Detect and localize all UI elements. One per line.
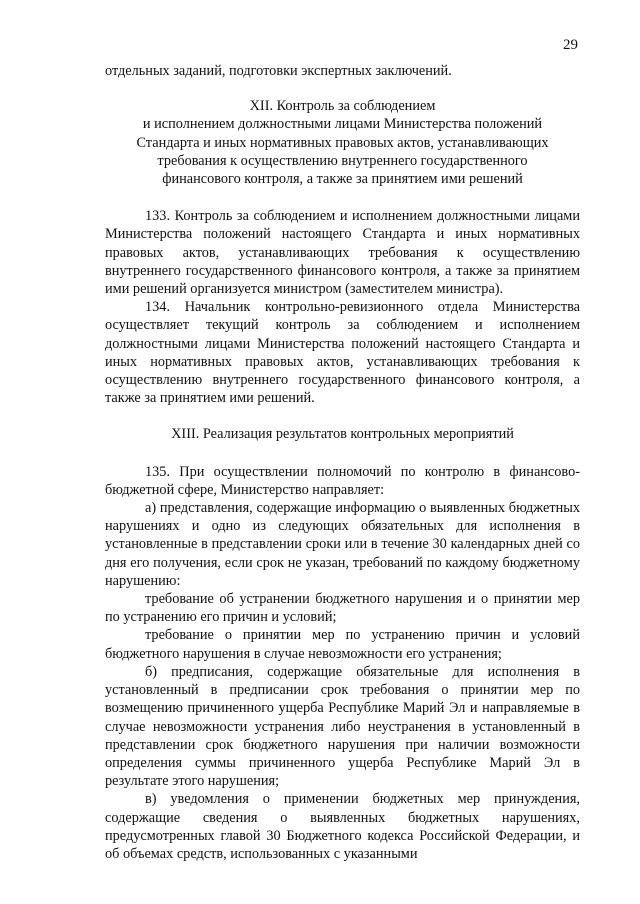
section-12-heading-line: требования к осуществлению внутреннего государственного bbox=[157, 152, 528, 169]
intro-line: отдельных заданий, подготовки экспертных заключений. bbox=[105, 63, 452, 79]
paragraph-135-a: а) представления, содержащие информацию о выявленных бюджетных нарушениях и одно из следующих обязательных для исполнения в установленные в представлении сроки или в течение 30 календарных дней со дня его получения, если срок не указан, требований по каждому бюджетному нарушению: bbox=[105, 500, 580, 589]
section-12-heading-line: Стандарта и иных нормативных правовых актов, устанавливающих bbox=[136, 134, 549, 151]
page-number: 29 bbox=[563, 37, 578, 53]
paragraph-requirement-2: требование о принятии мер по устранению причин и условий бюджетного нарушения в случае невозможности его устранения; bbox=[105, 627, 580, 662]
paragraph-133: 133. Контроль за соблюдением и исполнением должностными лицами Министерства положений настоящего Стандарта и иных нормативных правовых актов, устанавливающих требования к осуществлению внутреннего государственного финансового контроля, а также за принятием ими решений организуется министром (заместителем министра). bbox=[105, 208, 580, 298]
section-12-heading-line: финансового контроля, а также за принятием ими решений bbox=[162, 171, 523, 188]
paragraph-135-b: б) предписания, содержащие обязательные для исполнения в установленный в предписании срок требования о принятии мер по возмещению причиненного ущерба Республике Марий Эл и направляемые в случае невозможности устранения либо неустранения в установленный в представлении срок бюджетного нарушения при наличии возможности определения суммы причиненного ущерба Республике Марий Эл в результате этого нарушения; bbox=[105, 663, 580, 790]
section-12-heading-line: и исполнением должностными лицами Министерства положений bbox=[142, 116, 543, 133]
section-12-heading-line: XII. Контроль за соблюдением bbox=[249, 98, 436, 115]
paragraph-requirement-1: требование об устранении бюджетного нарушения и о принятии мер по устранению его причин и условий; bbox=[105, 591, 580, 626]
section-13-heading: XIII. Реализация результатов контрольных мероприятий bbox=[171, 426, 514, 443]
paragraph-134: 134. Начальник контрольно-ревизионного отдела Министерства осуществляет текущий контроль за соблюдением и исполнением должностными лицами Министерства положений настоящего Стандарта и иных нормативных правовых актов, устанавливающих требования к осуществлению внутреннего государственного финансового контроля, а также за принятием ими решений. bbox=[105, 299, 580, 407]
paragraph-135-v: в) уведомления о применении бюджетных мер принуждения, содержащие сведения о выявленных бюджетных нарушениях, предусмотренных главой 30 Бюджетного кодекса Российской Федерации, и об объемах средств, использованных с указанными bbox=[105, 791, 580, 862]
document-body bbox=[105, 62, 580, 863]
paragraph-135: 135. При осуществлении полномочий по контролю в финансово-бюджетной сфере, Министерство направляет: bbox=[105, 463, 580, 498]
section-12-heading bbox=[105, 97, 580, 188]
